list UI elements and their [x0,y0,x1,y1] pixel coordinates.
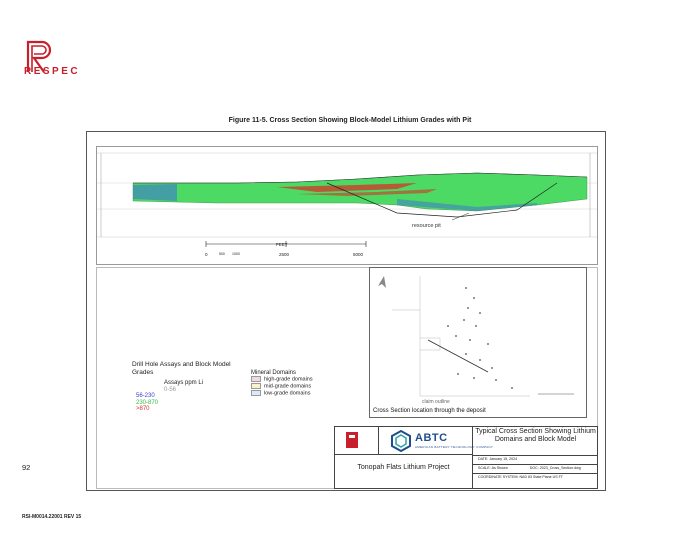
scale-unit: FEET [276,242,288,247]
domain-item [251,383,313,390]
scale-tick: 500 [219,252,225,256]
domain-label: mid-grade domains [264,383,312,390]
respec-wordmark: RESPEC [24,66,81,77]
assay-class-label: 230-870 [136,399,159,406]
scale-tick: 1000 [232,252,240,256]
drawing-date: DATE: January 15, 2024 [473,455,598,464]
document-reference: RSI-M0014.22001 REV 15 [22,514,82,520]
assay-class-label: 56-230 [136,393,155,399]
scale-tick: 0 [205,252,208,257]
project-name: Tonopah Flats Lithium Project [357,464,450,471]
drawing-scale-doc [473,464,598,473]
mineral-domain-title: Mineral Domains [251,370,297,376]
abtc-name: ABTC [415,432,448,444]
domain-swatch [251,376,261,382]
drawing-doc: DOC: 2023_Cross_Section.dwg [529,465,581,470]
respec-logo [22,26,82,86]
assay-legend [136,380,203,413]
assay-class-label: >870 [136,406,150,412]
drawing-scale: SCALE: As Shown [478,465,508,470]
inset-map-graphic [370,268,586,408]
drawing-title: Typical Cross Section Showing Lithium Domains and Block Model [475,428,596,443]
respec-title-logo-cell [334,426,379,454]
figure-title: Figure 11-5. Cross Section Showing Block-Model Lithium Grades with Pit [228,117,472,124]
resource-pit-label: resource pit [412,223,441,229]
domain-item [251,376,313,383]
respec-small-logo-icon [334,426,378,453]
drill-hole-legend-title: Drill Hole Assays and Block Model Grades [132,361,231,376]
abtc-subtitle: AMERICAN BATTERY TECHNOLOGY COMPANY [415,445,494,449]
project-cell [334,454,473,489]
domain-label: low-grade domains [264,390,311,397]
domain-swatch [251,390,261,396]
scale-tick: 5000 [353,252,364,257]
drawing-coords: COORDINATE SYSTEM: NAD 83 State Plane US FT [473,473,598,482]
domain-label: high-grade domains [264,376,313,383]
assay-class-label: 0-56 [164,386,177,393]
drawing-metadata [473,455,598,481]
domain-item [251,390,313,397]
mineral-domain-legend [251,370,313,397]
scale-tick: 2500 [279,252,290,257]
page-number: 92 [22,463,31,472]
inset-caption: Cross Section location through the deposit [373,408,486,414]
north-arrow-icon [378,276,386,288]
claim-outline-label: claim outline [422,399,450,405]
abtc-logo-icon [390,430,412,452]
assay-legend-header: Assays ppm Li [164,380,204,386]
domain-swatch [251,383,261,389]
